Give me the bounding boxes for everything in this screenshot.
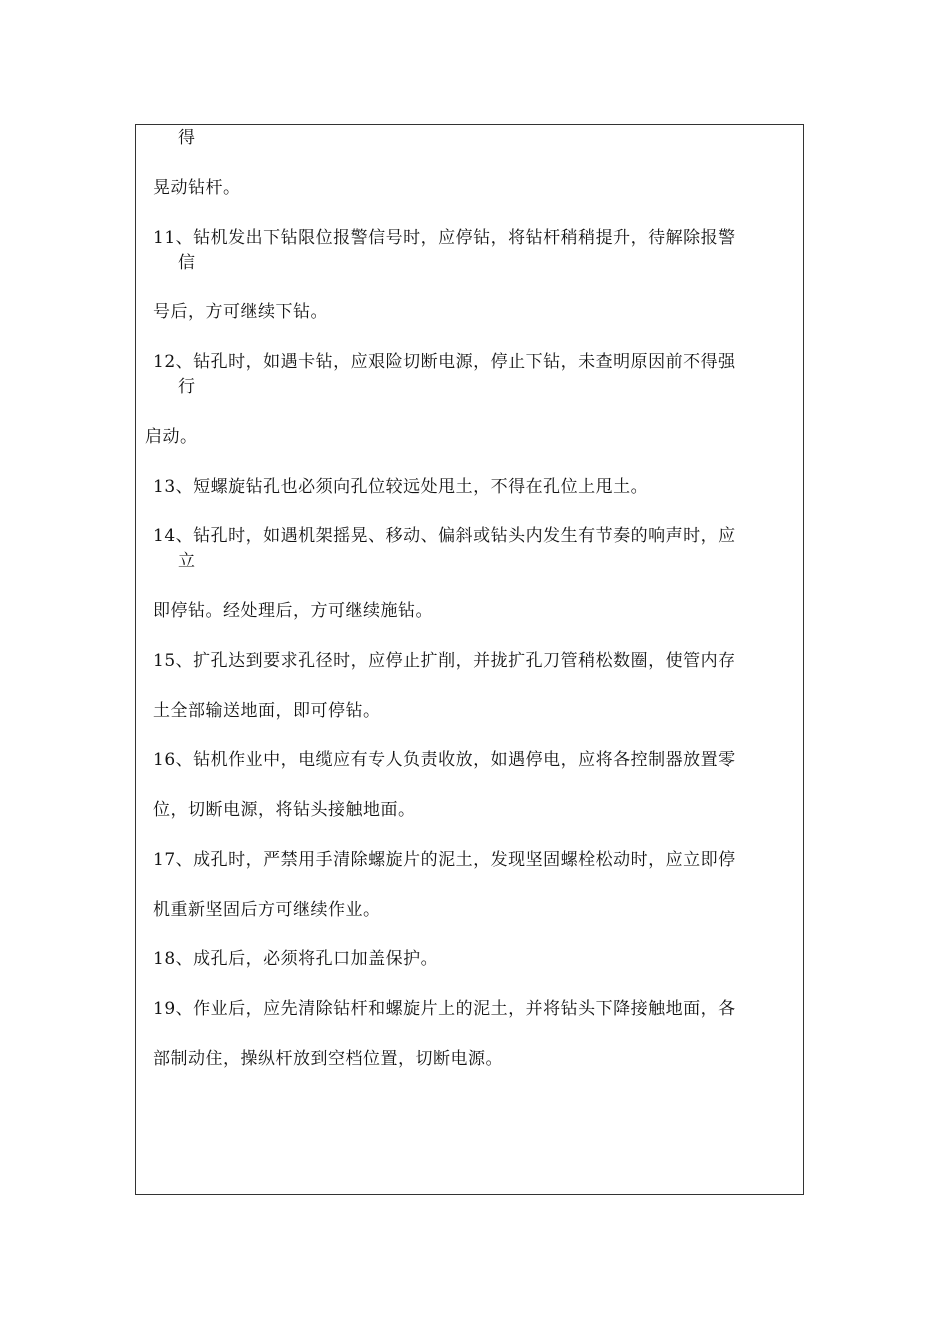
text-line: 部制动住，操纵杆放到空档位置，切断电源。 <box>153 1049 503 1069</box>
text-line: 号后，方可继续下钻。 <box>153 302 328 322</box>
text-line: 信 <box>178 253 196 273</box>
text-line: 行 <box>178 377 196 397</box>
text-line: 13、短螺旋钻孔也必须向孔位较远处甩土，不得在孔位上甩土。 <box>153 477 649 497</box>
text-line: 18、成孔后，必须将孔口加盖保护。 <box>153 949 439 969</box>
text-line: 启动。 <box>145 427 198 447</box>
text-line: 12、钻孔时，如遇卡钻，应艰险切断电源，停止下钻，未查明原因前不得强 <box>153 352 736 372</box>
text-line: 11、钻机发出下钻限位报警信号时，应停钻，将钻杆稍稍提升，待解除报警 <box>153 228 736 248</box>
text-line: 16、钻机作业中，电缆应有专人负责收放，如遇停电，应将各控制器放置零 <box>153 750 736 770</box>
text-line: 位，切断电源，将钻头接触地面。 <box>153 800 416 820</box>
text-line: 立 <box>178 551 196 571</box>
text-line: 15、扩孔达到要求孔径时，应停止扩削，并拢扩孔刀管稍松数圈，使管内存 <box>153 651 736 671</box>
text-line: 土全部输送地面，即可停钻。 <box>153 701 381 721</box>
text-line: 机重新坚固后方可继续作业。 <box>153 900 381 920</box>
text-line: 14、钻孔时，如遇机架摇晃、移动、偏斜或钻头内发生有节奏的响声时，应 <box>153 526 736 546</box>
text-line: 17、成孔时，严禁用手清除螺旋片的泥土，发现坚固螺栓松动时，应立即停 <box>153 850 736 870</box>
text-line: 即停钻。经处理后，方可继续施钻。 <box>153 601 433 621</box>
text-line: 晃动钻杆。 <box>153 178 241 198</box>
text-line: 得 <box>178 128 196 148</box>
text-line: 19、作业后，应先清除钻杆和螺旋片上的泥土，并将钻头下降接触地面，各 <box>153 999 736 1019</box>
